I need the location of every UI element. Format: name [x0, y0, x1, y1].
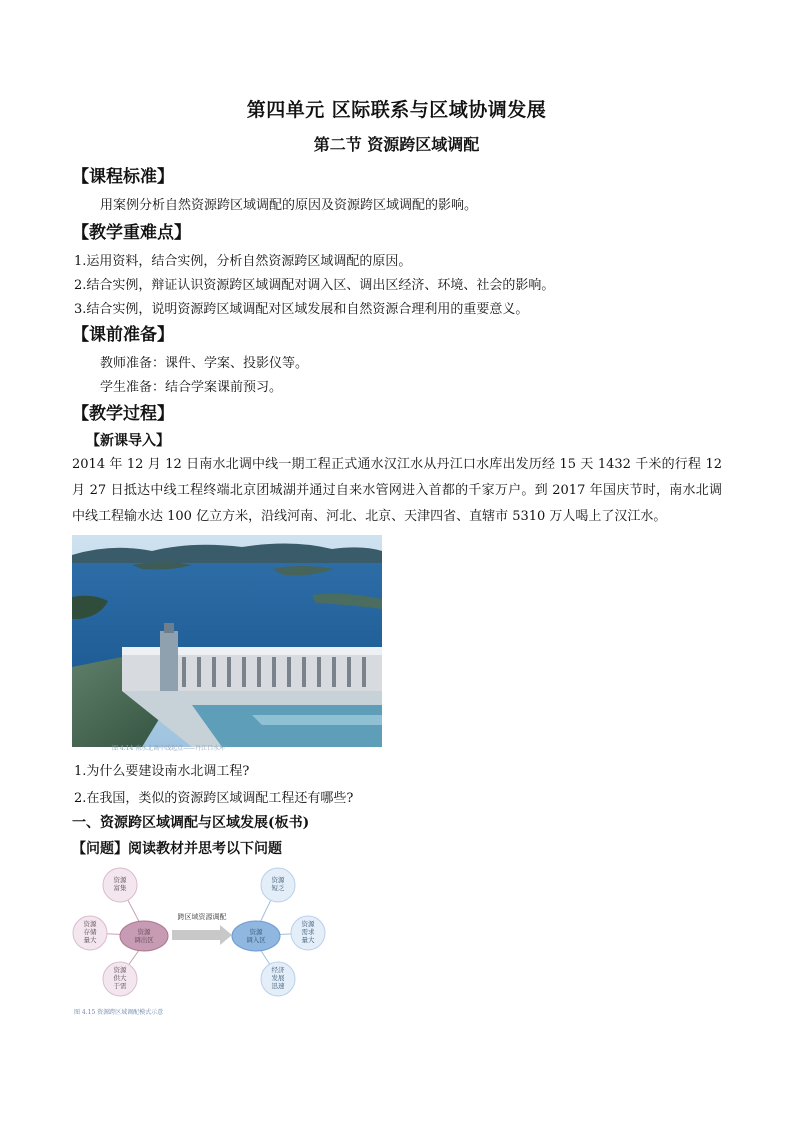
question-1: 1.为什么要建设南水北调工程?: [74, 764, 250, 779]
diagram-export-factor: 资源存储量大: [83, 920, 97, 944]
reservoir-photo: [72, 535, 382, 747]
unit-title: 第四单元 区际联系与区域协调发展: [246, 99, 547, 121]
problem-heading: 【问题】阅读教材并思考以下问题: [72, 841, 282, 857]
photo-caption: 图 4.14 南水北调中线起点——丹江口水库: [112, 745, 226, 752]
diagram-import-factor: 资源需求量大: [301, 920, 315, 944]
resource-allocation-diagram: [72, 865, 332, 1025]
intro-paragraph: 2014 年 12 月 12 日南水北调中线一期工程正式通水汉江水从丹江口水库出发历经 15 天 1432 千米的行程 12 月 27 日抵达中线工程终端北京团城湖并通过自来水管网进入首都的千家万户。到 2017 年国庆节时，南水北调中线工程输水达 100 亿立方米，沿线河南、河北、北京、天津四省、直辖市 5310 万人喝上了汉江水。: [72, 457, 722, 524]
diagram-export-factor: 资源富集: [113, 876, 127, 892]
teacher-preparation: 教师准备：课件、学案、投影仪等。: [100, 356, 309, 371]
key-point-3: 3.结合实例，说明资源跨区域调配对区域发展和自然资源合理利用的重要意义。: [74, 302, 529, 317]
key-point-2: 2.结合实例，辩证认识资源跨区域调配对调入区、调出区经济、环境、社会的影响。: [74, 278, 555, 293]
diagram-caption: 图 4.15 资源跨区域调配模式示意: [74, 1009, 164, 1016]
key-points-heading: 【教学重难点】: [72, 223, 191, 243]
process-heading: 【教学过程】: [72, 404, 174, 424]
curriculum-text: 用案例分析自然资源跨区域调配的原因及资源跨区域调配的影响。: [100, 198, 478, 213]
diagram-import-factor: 资源短乏: [271, 876, 285, 892]
diagram-export-factor: 资源供大于需: [113, 966, 127, 990]
intro-heading: 【新课导入】: [86, 433, 170, 449]
diagram-import-region: 资源调入区: [246, 928, 266, 944]
diagram-arrow-label: 跨区域资源调配: [177, 913, 227, 921]
preparation-heading: 【课前准备】: [72, 325, 174, 345]
board-heading: 一、资源跨区域调配与区域发展(板书): [72, 815, 310, 831]
key-point-1: 1.运用资料，结合实例，分析自然资源跨区域调配的原因。: [74, 254, 412, 269]
question-2: 2.在我国，类似的资源跨区域调配工程还有哪些?: [74, 791, 354, 806]
diagram-export-region: 资源调出区: [134, 928, 154, 944]
section-title: 第二节 资源跨区域调配: [313, 135, 480, 154]
student-preparation: 学生准备：结合学案课前预习。: [100, 380, 283, 395]
curriculum-heading: 【课程标准】: [72, 167, 174, 187]
diagram-import-factor: 经济发展迅速: [271, 966, 285, 990]
